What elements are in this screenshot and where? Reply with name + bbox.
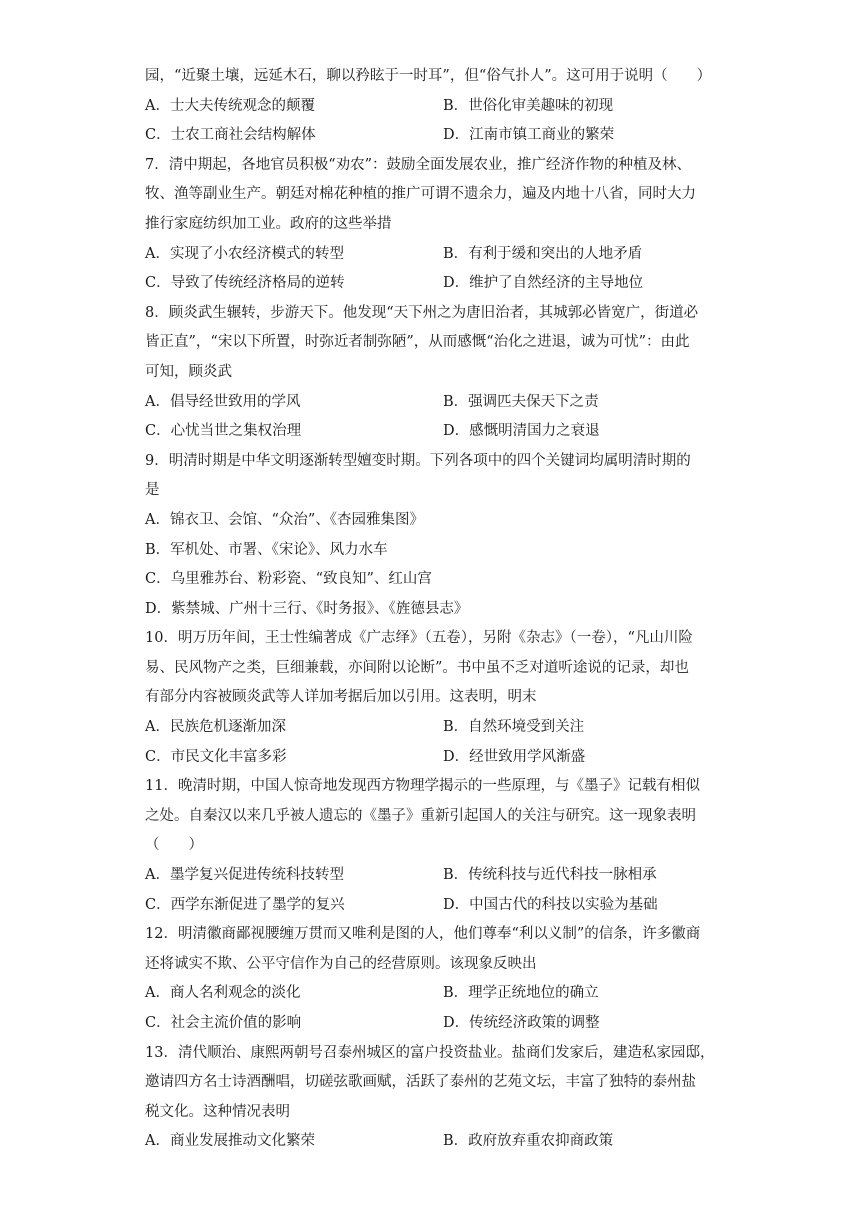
question-8-stem-line: 皆正直”，“宋以下所置，时弥近者制弥陋”，从而感慨“治化之进退，诚为可忧”：由此 xyxy=(145,334,690,351)
option-b[interactable]: B．世俗化审美趣味的初现 xyxy=(443,97,614,114)
question-8-options-row-2 xyxy=(145,417,720,447)
option-c[interactable]: C．心忧当世之集权治理 xyxy=(145,423,302,440)
question-7-options-row-1 xyxy=(145,240,720,270)
question-10-stem-line: 易、民风物产之类，巨细兼载，亦间附以论断”。书中虽不乏对道听途说的记录，却也 xyxy=(145,659,689,676)
question-11-options-row-1 xyxy=(145,861,720,891)
question-8-options-row-1 xyxy=(145,388,720,418)
question-9-stem-line: 9．明清时期是中华文明逐渐转型嬗变时期。下列各项中的四个关键词均属明清时期的 xyxy=(145,452,691,469)
question-6-stem-tail: 园，“近聚土壤，远延木石，聊以矜眩于一时耳”，但“俗气扑人”。这可用于说明（ ） xyxy=(145,68,712,84)
question-13-stem-line: 邀请四方名士诗酒酬唱，切磋弦歌画赋，活跃了泰州的艺苑文坛，丰富了独特的泰州盐 xyxy=(145,1074,696,1091)
option-c[interactable]: C．市民文化丰富多彩 xyxy=(145,748,287,765)
option-c[interactable]: C．士农工商社会结构解体 xyxy=(145,127,316,144)
question-11-stem-line: （ ） xyxy=(145,837,203,854)
option-b[interactable]: B．政府放弃重农抑商政策 xyxy=(443,1133,614,1150)
question-12-options-row-1 xyxy=(145,979,720,1009)
question-12-options-row-2 xyxy=(145,1009,720,1039)
question-9-stem-line: 是 xyxy=(145,482,160,499)
question-7-options-row-2 xyxy=(145,269,720,299)
question-7-stem-line: 牧、渔等副业生产。朝廷对棉花种植的推广可谓不遗余力，遍及内地十八省，同时大力 xyxy=(145,186,696,203)
question-11-options-row-2 xyxy=(145,891,720,921)
option-a[interactable]: A．民族危机逐渐加深 xyxy=(145,719,286,736)
question-6-options-row-1 xyxy=(145,92,720,122)
option-b[interactable]: B．强调匹夫保天下之责 xyxy=(443,393,599,410)
question-7-stem-line: 7．清中期起，各地官员积极“劝农”：鼓励全面发展农业，推广经济作物的种植及林、 xyxy=(145,156,692,173)
question-13-stem-line: 13．清代顺治、康熙两朝号召泰州城区的富户投资盐业。盐商们发家后，建造私家园邸， xyxy=(145,1044,715,1061)
option-b[interactable]: B．有利于缓和突出的人地矛盾 xyxy=(443,245,643,262)
question-10-stem-line: 10．明万历年间，王士性编著成《广志绎》（五卷），另附《杂志》（一卷），“凡山川险 xyxy=(145,630,693,647)
option-a[interactable]: A．锦衣卫、会馆、“众治”、《杏园雅集图》 xyxy=(145,511,425,528)
option-a[interactable]: A．士大夫传统观念的颠覆 xyxy=(145,97,315,114)
question-12-stem-line: 12．明清徽商鄙视腰缠万贯而又唯利是图的人，他们尊奉“利以义制”的信条，许多徽商 xyxy=(145,926,701,943)
option-a[interactable]: A．墨学复兴促进传统科技转型 xyxy=(145,867,344,884)
question-11-stem-line: 之处。自秦汉以来几乎被人遗忘的《墨子》重新引起国人的关注与研究。这一现象表明 xyxy=(145,807,696,824)
option-a[interactable]: A．实现了小农经济模式的转型 xyxy=(145,245,344,262)
option-d[interactable]: D．感慨明清国力之衰退 xyxy=(443,423,600,440)
question-12-stem-line: 还将诚实不欺、公平守信作为自己的经营原则。该现象反映出 xyxy=(145,955,537,972)
question-13-options-row-1 xyxy=(145,1127,720,1157)
option-b[interactable]: B．军机处、市署、《宋论》、风力水车 xyxy=(145,541,388,558)
option-d[interactable]: D．中国古代的科技以实验为基础 xyxy=(443,896,658,913)
option-d[interactable]: D．传统经济政策的调整 xyxy=(443,1015,600,1031)
option-c[interactable]: C．西学东渐促进了墨学的复兴 xyxy=(145,896,345,913)
option-b[interactable]: B．传统科技与近代科技一脉相承 xyxy=(443,867,657,884)
option-b[interactable]: B．自然环境受到关注 xyxy=(443,719,585,736)
question-8-stem-line: 可知，顾炎武 xyxy=(145,363,232,380)
option-d[interactable]: D．经世致用学风渐盛 xyxy=(443,748,586,765)
question-10-options-row-2 xyxy=(145,743,720,773)
option-d[interactable]: D．维护了自然经济的主导地位 xyxy=(443,275,644,292)
option-c[interactable]: C．乌里雅苏台、粉彩瓷、“致良知”、红山宫 xyxy=(145,571,432,588)
option-d[interactable]: D．紫禁城、广州十三行、《时务报》、《旌德县志》 xyxy=(145,600,469,617)
question-list xyxy=(145,62,720,1157)
option-a[interactable]: A．倡导经世致用的学风 xyxy=(145,393,301,410)
option-c[interactable]: C．导致了传统经济格局的逆转 xyxy=(145,275,345,292)
option-a[interactable]: A．商人名利观念的淡化 xyxy=(145,985,301,1002)
question-7-stem-line: 推行家庭纺织加工业。政府的这些举措 xyxy=(145,215,392,232)
option-c[interactable]: C．社会主流价值的影响 xyxy=(145,1015,302,1031)
option-d[interactable]: D．江南市镇工商业的繁荣 xyxy=(443,127,615,144)
option-b[interactable]: B．理学正统地位的确立 xyxy=(443,985,599,1002)
question-13-stem-line: 税文化。这种情况表明 xyxy=(145,1103,290,1120)
question-10-options-row-1 xyxy=(145,713,720,743)
question-8-stem-line: 8．顾炎武生辗转，步游天下。他发现“天下州之为唐旧治者，其城郭必皆宽广，街道必 xyxy=(145,304,699,321)
question-6-options-row-2 xyxy=(145,121,720,151)
option-a[interactable]: A．商业发展推动文化繁荣 xyxy=(145,1133,315,1150)
question-11-stem-line: 11．晚清时期，中国人惊奇地发现西方物理学揭示的一些原理，与《墨子》记载有相似 xyxy=(145,778,700,795)
question-10-stem-line: 有部分内容被顾炎武等人详加考据后加以引用。这表明，明末 xyxy=(145,689,537,706)
